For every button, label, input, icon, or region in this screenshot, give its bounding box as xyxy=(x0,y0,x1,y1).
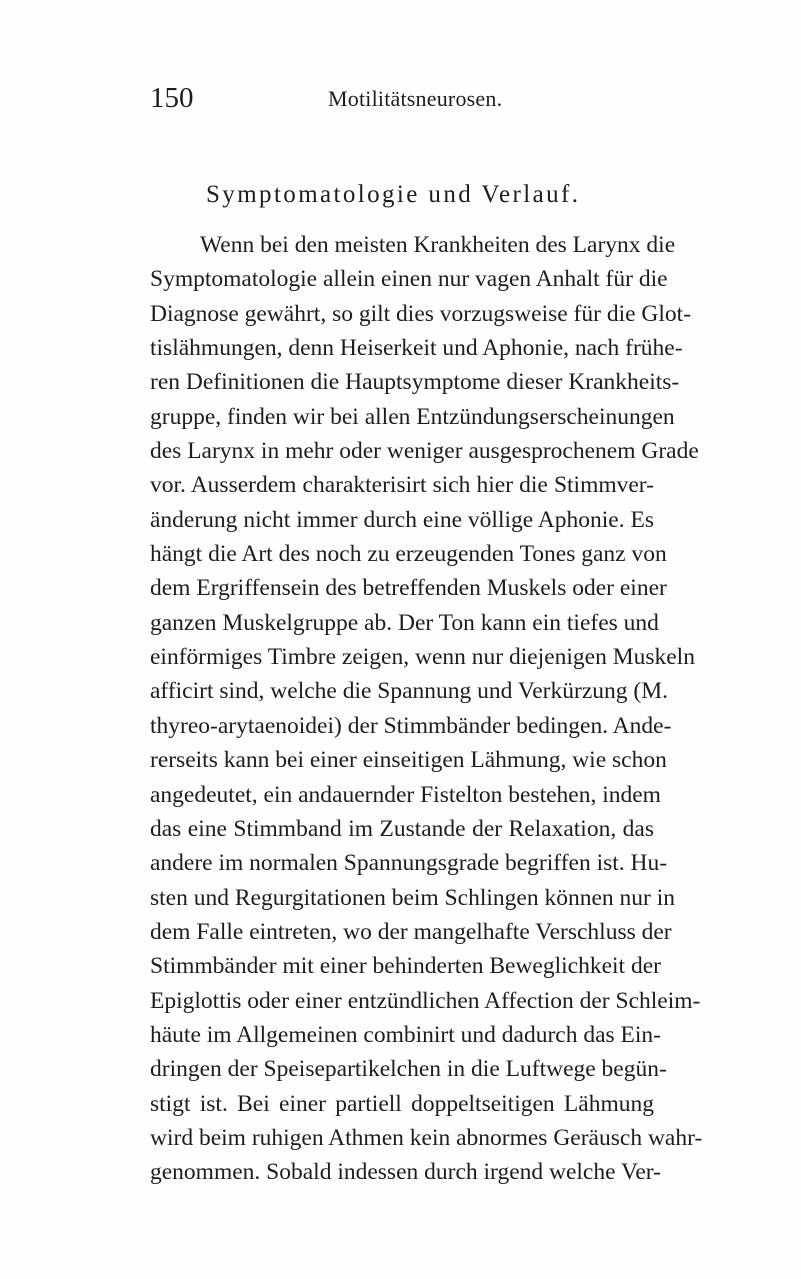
text-line: des Larynx in mehr oder weniger ausgesprochenem Grade xyxy=(150,438,699,465)
text-line: Wenn bei den meisten Krankheiten des Larynx die xyxy=(200,232,676,258)
running-head: Motilitätsneurosen. xyxy=(328,86,503,111)
text-line: Symptomatologie allein einen nur vagen Anhalt für die xyxy=(150,266,668,293)
text-line: dem Ergriffensein des betreffenden Muskels oder einer xyxy=(150,575,667,602)
page-number: 150 xyxy=(150,82,194,114)
text-line: das eine Stimmband im Zustande der Relaxation, das xyxy=(150,815,654,842)
section-title: Symptomatologie und Verlauf. xyxy=(206,181,581,208)
text-line: angedeutet, ein andauernder Fistelton bestehen, indem xyxy=(150,781,661,808)
text-line: andere im normalen Spannungsgrade begriffen ist. Hu- xyxy=(150,850,668,877)
text-line: häute im Allgemeinen combinirt und dadurch das Ein- xyxy=(150,1021,661,1048)
text-line: tislähmungen, denn Heiserkeit und Aphonie, nach frühe- xyxy=(150,335,683,362)
text-line: gruppe, finden wir bei allen Entzündungserscheinungen xyxy=(150,403,675,430)
text-line: hängt die Art des noch zu erzeugenden Tones ganz von xyxy=(150,541,667,568)
text-line: Stimmbänder mit einer behinderten Beweglichkeit der xyxy=(150,953,661,980)
text-line: änderung nicht immer durch eine völlige Aphonie. Es xyxy=(150,506,654,533)
text-line: genommen. Sobald indessen durch irgend welche Ver- xyxy=(150,1159,661,1186)
text-line: stigt ist. Bei einer partiell doppeltseitigen Lähmung xyxy=(150,1090,654,1117)
body-paragraph xyxy=(150,228,703,1190)
text-line: sten und Regurgitationen beim Schlingen können nur in xyxy=(150,884,675,911)
text-line: wird beim ruhigen Athmen kein abnormes Geräusch wahr- xyxy=(150,1124,703,1151)
text-line: ren Definitionen die Hauptsymptome dieser Krankheits- xyxy=(150,369,680,396)
text-line: ganzen Muskelgruppe ab. Der Ton kann ein tiefes und xyxy=(150,609,659,636)
text-line: einförmiges Timbre zeigen, wenn nur diejenigen Muskeln xyxy=(150,644,695,671)
text-line: dem Falle eintreten, wo der mangelhafte Verschluss der xyxy=(150,918,672,945)
text-line: afficirt sind, welche die Spannung und Verkürzung (M. xyxy=(150,678,668,705)
text-line: thyreo-arytaenoidei) der Stimmbänder bedingen. Ande- xyxy=(150,712,672,739)
text-line: Epiglottis oder einer entzündlichen Affection der Schleim- xyxy=(150,987,701,1014)
text-line: vor. Ausserdem charakterisirt sich hier die Stimmver- xyxy=(150,472,654,499)
text-line: rerseits kann bei einer einseitigen Lähmung, wie schon xyxy=(150,747,667,774)
text-line: dringen der Speisepartikelchen in die Luftwege begün- xyxy=(150,1056,667,1083)
text-line: Diagnose gewährt, so gilt dies vorzugsweise für die Glot- xyxy=(150,300,692,327)
